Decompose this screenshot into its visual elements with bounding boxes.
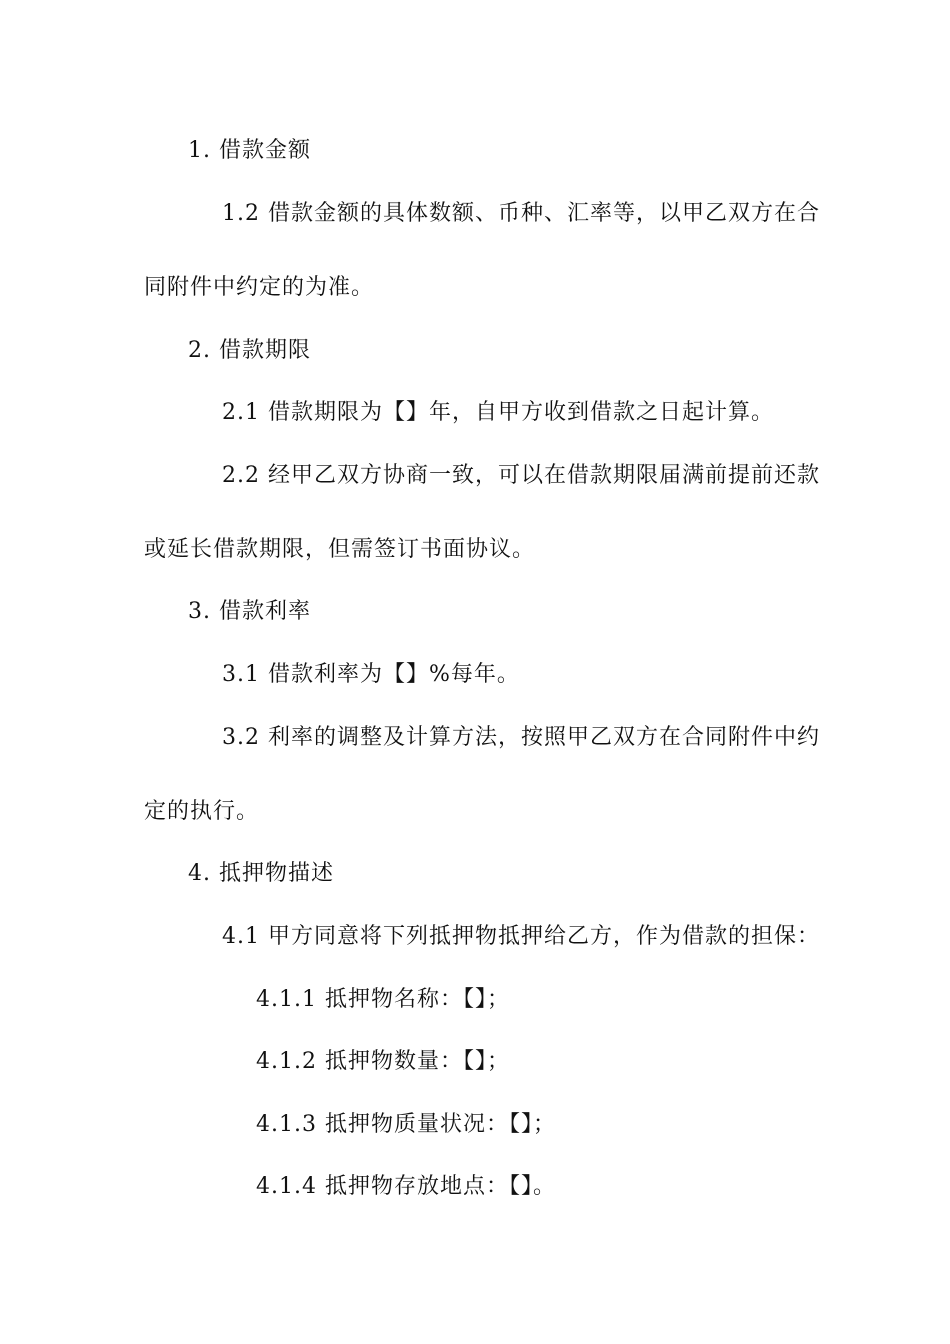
paragraph-2-2-continued: 或延长借款期限，但需签订书面协议。 [144,537,536,562]
paragraph-2-1: 2.1 借款期限为【】年，自甲方收到借款之日起计算。 [222,400,774,425]
section-heading-collateral: 4. 抵押物描述 [188,861,334,886]
paragraph-3-2-continued: 定的执行。 [144,799,260,824]
item-4-1-4: 4.1.4 抵押物存放地点：【】。 [256,1174,556,1199]
item-4-1-3: 4.1.3 抵押物质量状况：【】； [256,1112,556,1137]
section-heading-loan-term: 2. 借款期限 [188,338,311,363]
paragraph-1-2: 1.2 借款金额的具体数额、币种、汇率等，以甲乙双方在合 [222,201,820,226]
section-heading-loan-amount: 1. 借款金额 [188,138,311,163]
section-heading-interest-rate: 3. 借款利率 [188,599,311,624]
item-4-1-2: 4.1.2 抵押物数量：【】； [256,1049,510,1074]
paragraph-4-1: 4.1 甲方同意将下列抵押物抵押给乙方，作为借款的担保： [222,924,820,949]
paragraph-3-1: 3.1 借款利率为【】%每年。 [222,662,520,687]
item-4-1-1: 4.1.1 抵押物名称：【】； [256,987,510,1012]
paragraph-1-2-continued: 同附件中约定的为准。 [144,275,375,300]
paragraph-2-2: 2.2 经甲乙双方协商一致，可以在借款期限届满前提前还款 [222,463,820,488]
paragraph-3-2: 3.2 利率的调整及计算方法，按照甲乙双方在合同附件中约 [222,725,820,750]
